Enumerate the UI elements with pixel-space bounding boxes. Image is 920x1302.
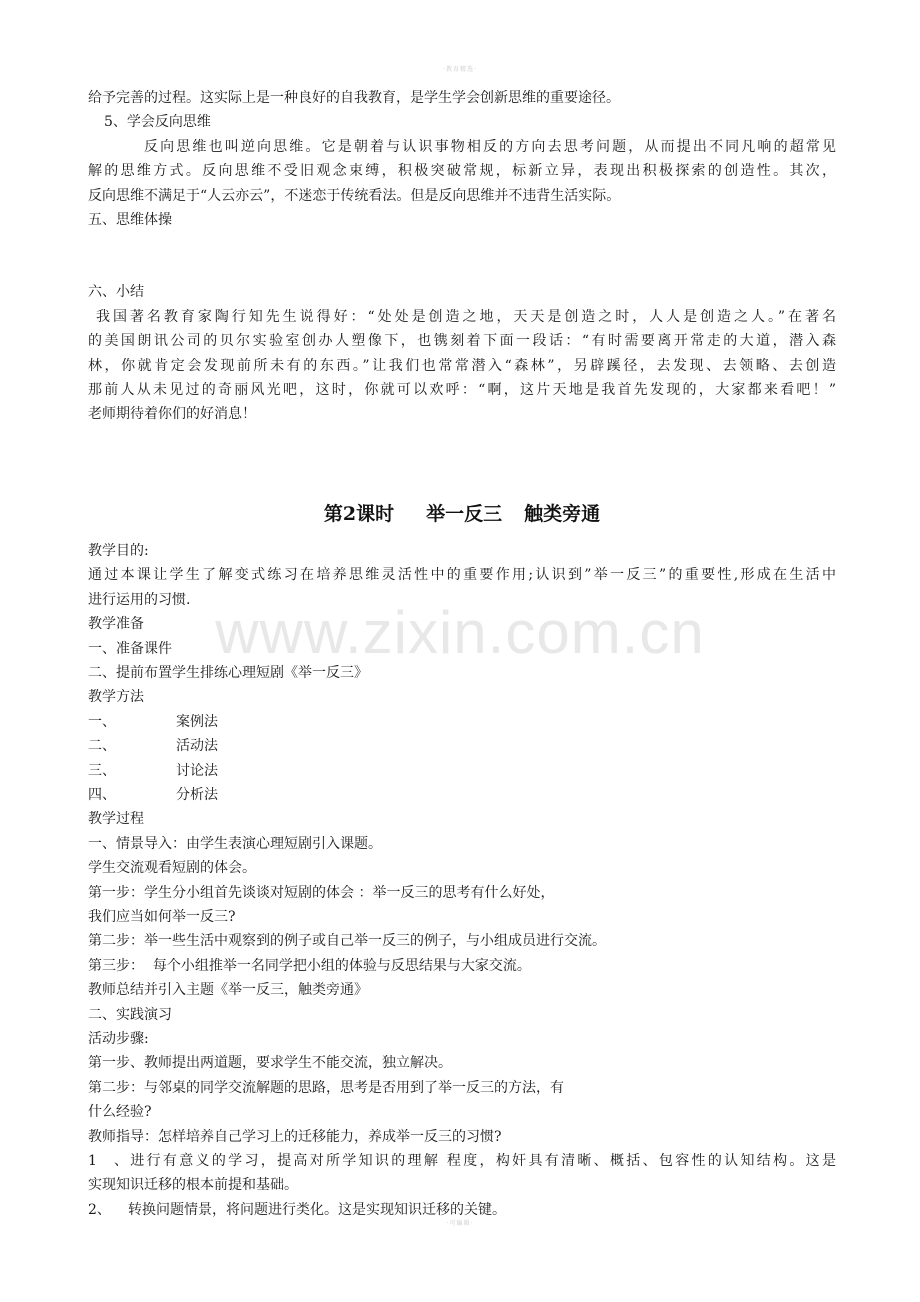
paragraph-line: 第一步、教师提出两道题，要求学生不能交流，独立解决。: [88, 1055, 452, 1072]
method-text: 活动法: [176, 738, 218, 755]
section-heading-summary: 六、小结: [88, 284, 144, 301]
heading-teaching-method: 教学方法: [88, 689, 144, 706]
section-heading-reverse-thinking: 5、学会反向思维: [104, 114, 211, 131]
paragraph-line: 老师期待着你们的好消息！: [88, 406, 256, 423]
method-text: 讨论法: [176, 762, 218, 779]
paragraph-line: 第三步： 每个小组推举一名同学把小组的体验与反思结果与大家交流。: [88, 957, 531, 974]
paragraph-line: 第一步：学生分小组首先谈谈对短剧的体会 ：举一反三的思考有什么好处，: [88, 884, 555, 901]
heading-teaching-prep: 教学准备: [88, 616, 144, 633]
point-number: 1、: [88, 1153, 128, 1170]
list-item: 一、准备课件: [88, 640, 172, 657]
document-body: [88, 86, 836, 1222]
method-number: 三、: [88, 762, 116, 779]
paragraph-line: 给予完善的过程。这实际上是一种良好的自我教育，是学生学会创新思维的重要途径。: [88, 90, 620, 106]
heading-teaching-goal: 教学目的:: [88, 542, 149, 559]
method-item: [88, 710, 836, 734]
paragraph-line: 教师总结并引入主题《举一反三，触类旁通》: [88, 982, 368, 999]
paragraph-line: 学生交流观看短剧的体会。: [88, 860, 256, 877]
spacer: [88, 232, 836, 280]
numbered-point: [88, 1198, 836, 1222]
paragraph-line: 通过本课让学生了解变式练习在培养思维灵活性中的重要作用;认识到”举一反三”的重要性,形成在生活中: [88, 567, 836, 584]
lesson-title-sub: 触类旁通: [524, 502, 601, 525]
method-item: [88, 759, 836, 783]
paragraph-line: 我国著名教育家陶行知先生说得好：“处处是创造之地，天天是创造之时，人人是创造之人。”在著名: [96, 308, 836, 325]
header-mark: ·教育精选·: [443, 66, 477, 73]
section-heading-thinking-exercise: 五、思维体操: [88, 212, 172, 229]
paragraph-line: 反向思维不满足于“人云亦云”，不迷恋于传统看法。但是反向思维并不违背生活实际。: [88, 187, 621, 204]
paragraph-line: 第二步：举一些生活中观察到的例子或自己举一反三的例子，与小组成员进行交流。: [88, 933, 606, 950]
method-item: [88, 783, 836, 807]
paragraph-line: 那前人从未见过的奇丽风光吧，这时，你就可以欢呼：“啊，这片天地是我首先发现的，大家都来看吧！”: [88, 382, 836, 399]
spacer: [88, 427, 836, 499]
method-number: 一、: [88, 713, 116, 730]
paragraph-line: 实现知识迁移的根本前提和基础。: [88, 1177, 298, 1194]
list-item: 二、提前布置学生排练心理短剧《举一反三》: [88, 664, 368, 681]
numbered-point: [88, 1149, 836, 1173]
point-number: 2、: [88, 1201, 111, 1218]
paragraph-line: 第二步：与邻桌的同学交流解题的思路，思考是否用到了举一反三的方法，有: [88, 1079, 564, 1096]
method-text: 案例法: [176, 713, 218, 730]
lesson-title-number: 第2课时: [323, 502, 395, 525]
heading-activity-steps: 活动步骤:: [88, 1031, 149, 1047]
watermark: www.zixin.com.cn: [215, 599, 705, 666]
lesson-title: [88, 499, 836, 529]
lesson-title-main: 举一反三: [426, 502, 503, 525]
heading-teaching-process: 教学过程: [88, 811, 144, 828]
paragraph-line: 什么经验?: [88, 1104, 152, 1121]
paragraph-line: 反向思维也叫逆向思维。它是朝着与认识事物相反的方向去思考问题，从而提出不同凡响的超常见: [144, 138, 836, 155]
paragraph-line: 一、情景导入：由学生表演心理短剧引入课题。: [88, 835, 382, 852]
paragraph-line: 林，你就肯定会发现前所未有的东西。”让我们也常常潜入“森林”，另辟蹊径，去发现、去领略、去创造: [88, 357, 836, 374]
paragraph-line: 我们应当如何举一反三?: [88, 908, 236, 925]
method-number: 二、: [88, 738, 116, 755]
paragraph-line: 教师指导：怎样培养自己学习上的迁移能力，养成举一反三的习惯?: [88, 1128, 502, 1145]
method-number: 四、: [88, 786, 116, 803]
method-item: [88, 734, 836, 758]
heading-practice: 二、实践演习: [88, 1006, 172, 1023]
paragraph-line: 进行运用的习惯.: [88, 591, 191, 608]
paragraph-line: 的美国朗讯公司的贝尔实验室创办人塑像下，也镌刻着下面一段话：“有时需要离开常走的大道，潜入森: [88, 333, 836, 350]
paragraph-line: 解的思维方式。反向思维不受旧观念束缚，积极突破常规，标新立异，表现出积极探索的创造性。其次，: [88, 163, 836, 180]
point-text: 进行有意义的学习，提高对所学知识的理解 程度，构奸具有清晰、概括、包容性的认知结构。这是: [128, 1153, 836, 1170]
footer-mark: ·可编辑·: [446, 1220, 474, 1227]
point-text: 转换问题情景，将问题进行类化。这是实现知识迁移的关键。: [128, 1201, 506, 1218]
method-text: 分析法: [176, 786, 218, 803]
